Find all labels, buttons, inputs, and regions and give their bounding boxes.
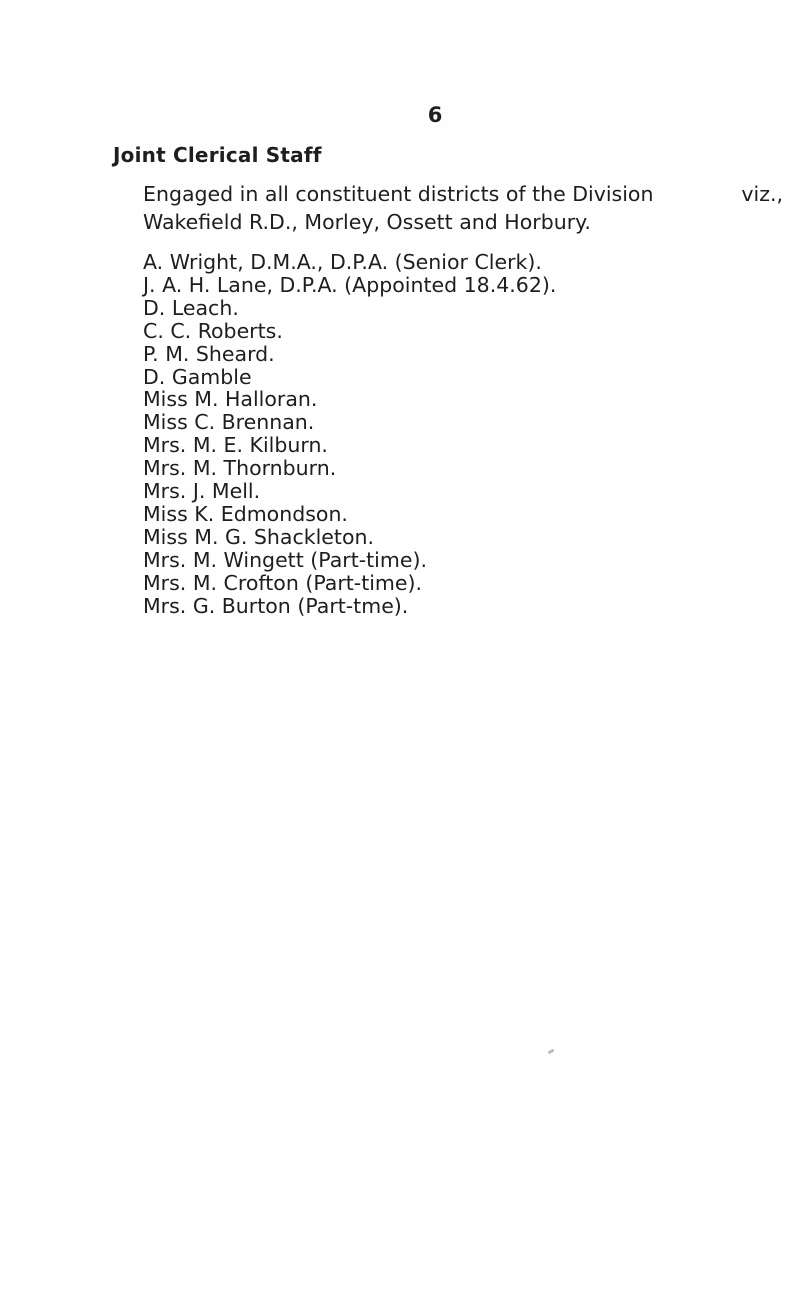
intro-paragraph [143, 180, 783, 236]
staff-entry: P. M. Sheard. [143, 341, 275, 366]
staff-entry: D. Gamble [143, 364, 252, 389]
staff-entry: J. A. H. Lane, D.P.A. (Appointed 18.4.62). [143, 272, 557, 297]
page-number: 6 [427, 103, 443, 127]
intro-line-1 [143, 180, 783, 208]
staff-entry: Mrs. M. Wingett (Part-time). [143, 547, 427, 572]
intro-line-2: Wakefield R.D., Morley, Ossett and Horbury. [143, 210, 591, 234]
staff-entry: Miss C. Brennan. [143, 410, 315, 435]
staff-entry: Mrs. J. Mell. [143, 479, 261, 504]
staff-entry: Miss M. G. Shackleton. [143, 524, 375, 549]
staff-entry: A. Wright, D.M.A., D.P.A. (Senior Clerk). [143, 250, 542, 274]
staff-entry: Mrs. M. Thornburn. [143, 456, 337, 481]
staff-entry: Miss K. Edmondson. [143, 501, 348, 526]
staff-entry: D. Leach. [143, 295, 239, 320]
staff-entry: C. C. Roberts. [143, 318, 283, 343]
staff-entry: Mrs. M. E. Kilburn. [143, 433, 328, 458]
staff-entry: Miss M. Halloran. [143, 387, 318, 412]
paper-speck [548, 1049, 555, 1055]
staff-entry: Mrs. M. Crofton (Part-time). [143, 570, 423, 595]
staff-entry: Mrs. G. Burton (Part-tme). [143, 593, 409, 618]
staff-list [143, 251, 556, 618]
intro-line-1-text: Engaged in all constituent districts of the Division [143, 182, 654, 206]
section-heading: Joint Clerical Staff [113, 143, 322, 167]
intro-line-1-end: viz., [741, 182, 783, 206]
